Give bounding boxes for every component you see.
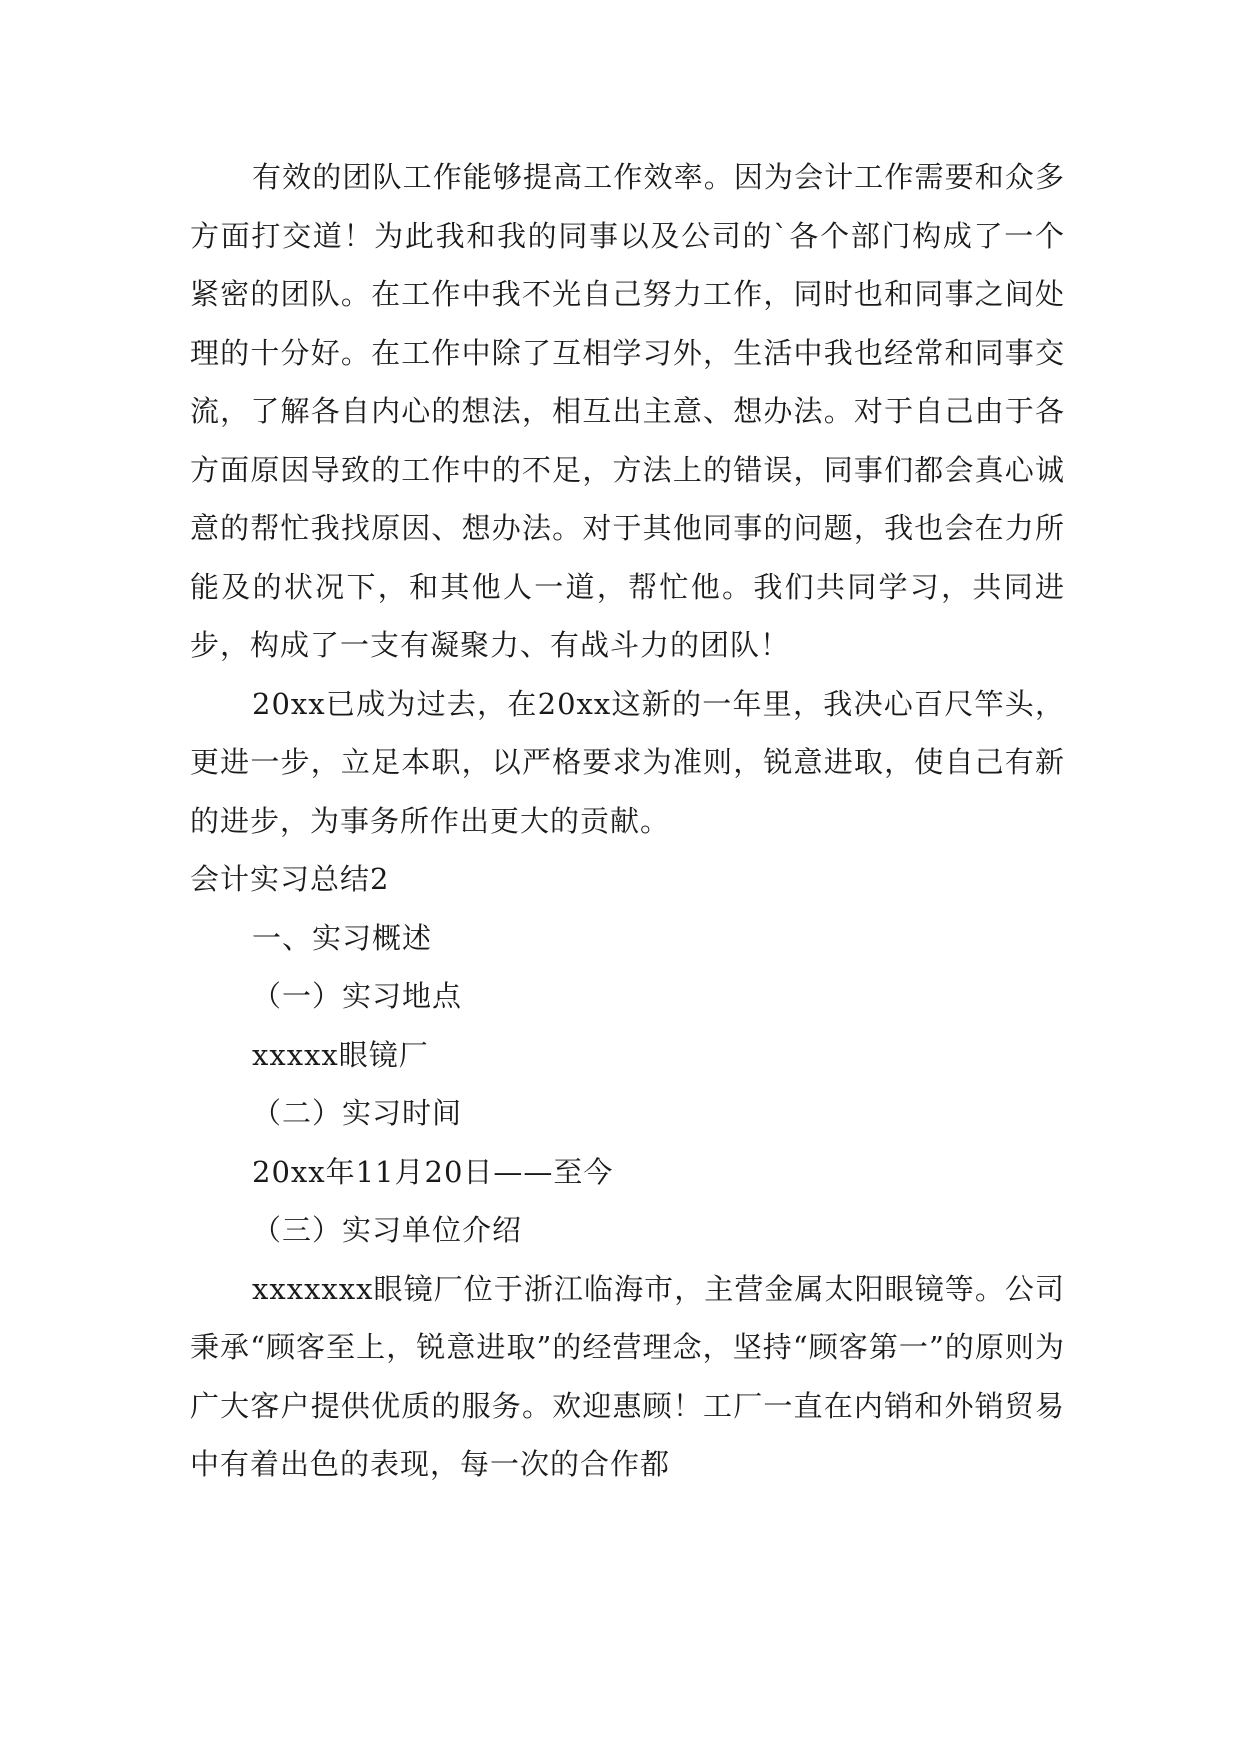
paragraph-teamwork: 有效的团队工作能够提高工作效率。因为会计工作需要和众多方面打交道！为此我和我的同事以及公司的`各个部门构成了一个紧密的团队。在工作中我不光自己努力工作，同时也和同事之间处理的十分好。在工作中除了互相学习外，生活中我也经常和同事交流，了解各自内心的想法，相互出主意、想办法。对于自己由于各方面原因导致的工作中的不足，方法上的错误，同事们都会真心诚意的帮忙我找原因、想办法。对于其他同事的问题，我也会在力所能及的状况下，和其他人一道，帮忙他。我们共同学习，共同进步，构成了一支有凝聚力、有战斗力的团队！	[190, 160, 1065, 662]
section-title: 会计实习总结2	[190, 862, 390, 896]
document-body	[190, 148, 1065, 1494]
subheading-location: （一）实习地点	[252, 979, 463, 1013]
subheading-time: （二）实习时间	[252, 1096, 463, 1130]
paragraph-new-year: 20xx已成为过去，在20xx这新的一年里，我决心百尺竿头，更进一步，立足本职，以严格要求为准则，锐意进取，使自己有新的进步，为事务所作出更大的贡献。	[190, 686, 1065, 838]
location-value: xxxxx眼镜厂	[252, 1037, 429, 1072]
heading-overview: 一、实习概述	[252, 920, 433, 955]
paragraph-company-intro: xxxxxxx眼镜厂位于浙江临海市，主营金属太阳眼镜等。公司秉承“顾客至上，锐意进取”的经营理念，坚持“顾客第一”的原则为广大客户提供优质的服务。欢迎惠顾！工厂一直在内销和外销贸易中有着出色的表现，每一次的合作都	[190, 1271, 1065, 1481]
time-value: 20xx年11月20日——至今	[252, 1154, 614, 1189]
subheading-company-intro: （三）实习单位介绍	[252, 1213, 523, 1247]
